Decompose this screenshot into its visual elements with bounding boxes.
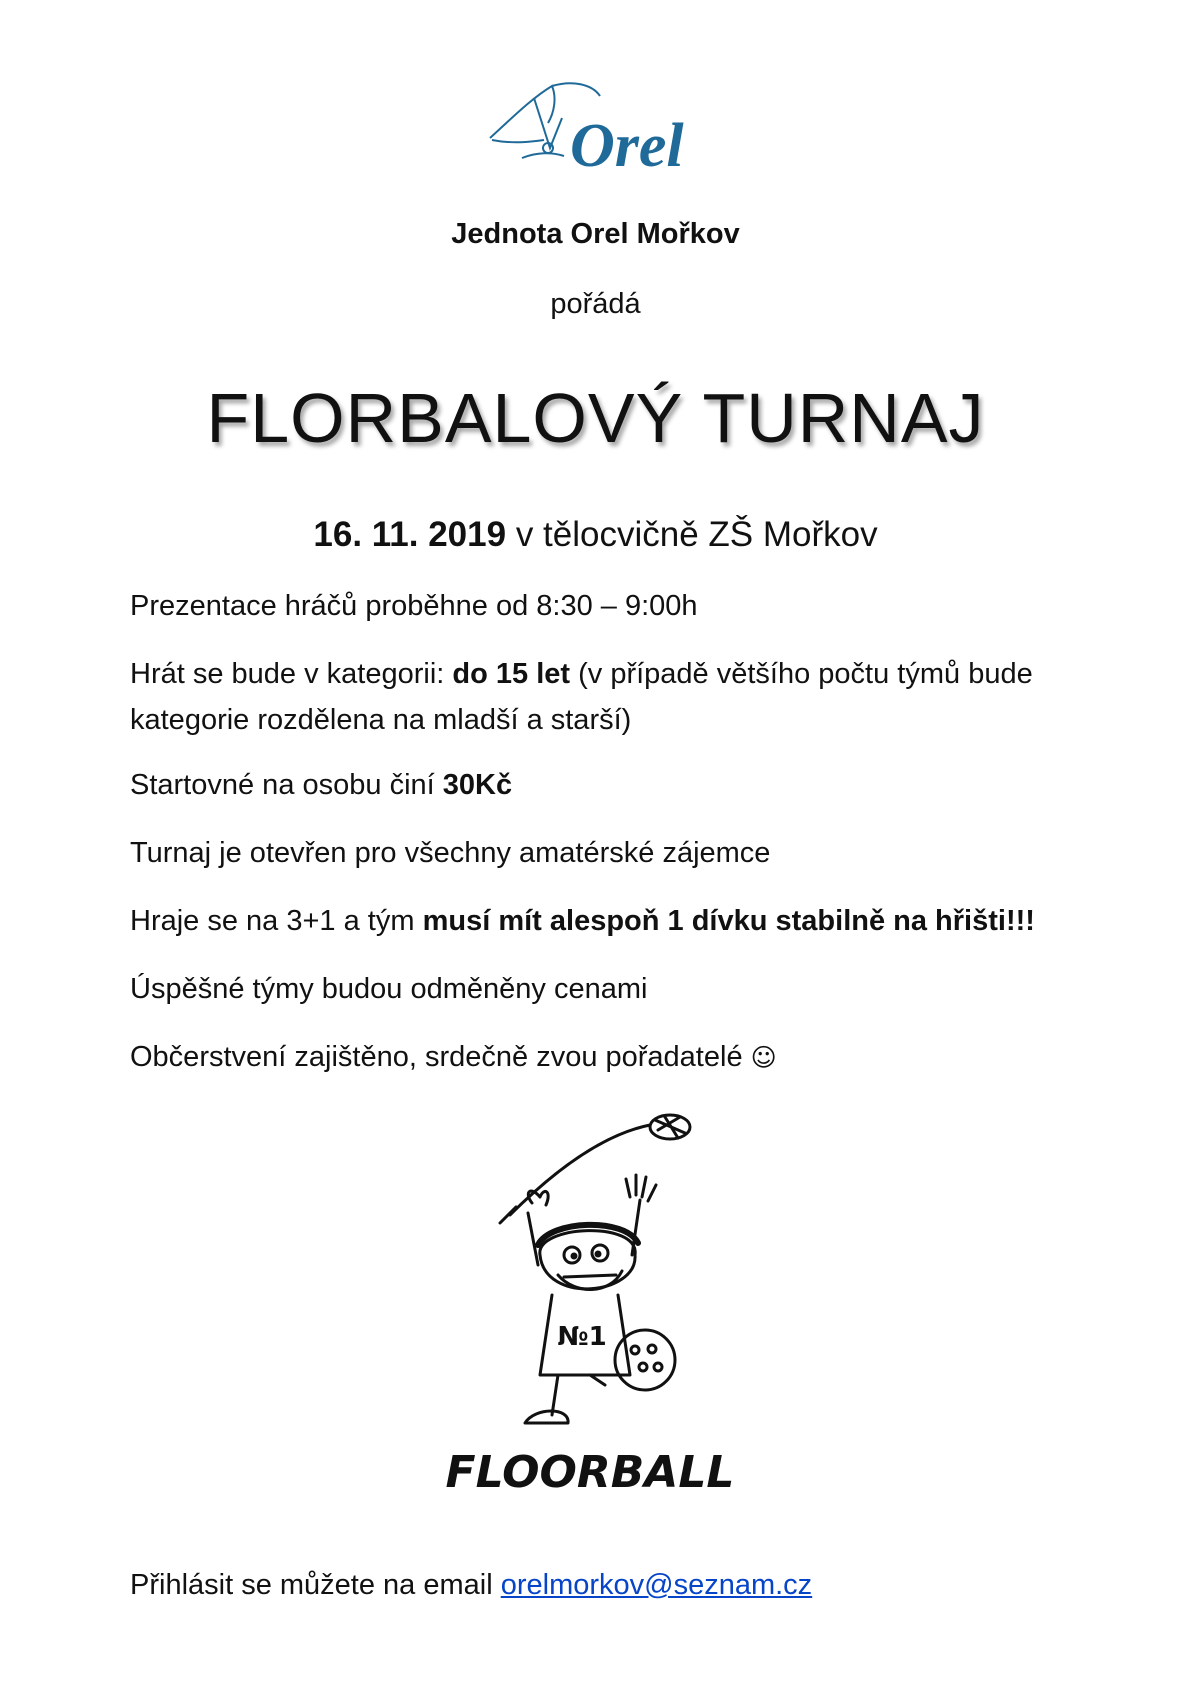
category-info bbox=[130, 651, 1120, 743]
game-rules bbox=[130, 898, 1120, 944]
entry-fee bbox=[130, 762, 1120, 808]
fee-amount: 30Kč bbox=[442, 769, 513, 801]
floorball-ball-icon bbox=[615, 1330, 675, 1390]
category-prefix: Hrát se bude v kategorii: bbox=[130, 658, 453, 690]
smiley-icon: ☺ bbox=[750, 1043, 777, 1072]
presentation-time: Prezentace hráčů proběhne od 8:30 – 9:00h bbox=[130, 590, 698, 622]
refreshments-text: Občerstvení zajištěno, srdečně zvou pořadatelé bbox=[130, 1041, 751, 1073]
floorball-caption: FLOORBALL bbox=[445, 1447, 735, 1498]
logo-text: Orel bbox=[570, 112, 684, 180]
organization-name: Jednota Orel Mořkov bbox=[451, 218, 740, 250]
player-head-icon bbox=[540, 1231, 635, 1289]
registration-prefix: Přihlásit se můžete na email bbox=[130, 1569, 501, 1601]
refreshments-info bbox=[130, 1034, 1120, 1081]
shirt-number: №1 bbox=[557, 1322, 607, 1352]
event-date: 16. 11. 2019 bbox=[313, 515, 507, 554]
category-age: do 15 let bbox=[452, 658, 571, 690]
category-note: (v případě většího počtu týmů bude kategorie rozdělena na mladší a starší) bbox=[130, 658, 1033, 736]
rules-prefix: Hraje se na 3+1 a tým bbox=[130, 905, 423, 937]
fee-prefix: Startovné na osobu činí bbox=[130, 769, 443, 801]
registration-line bbox=[130, 1562, 1120, 1608]
floorball-player-illustration bbox=[440, 1105, 760, 1505]
email-link[interactable]: orelmorkov@seznam.cz bbox=[500, 1569, 813, 1601]
organizes-label: pořádá bbox=[550, 288, 641, 320]
rules-requirement: musí mít alespoň 1 dívku stabilně na hřišti!!! bbox=[422, 905, 1035, 937]
open-to-all: Turnaj je otevřen pro všechny amatérské zájemce bbox=[130, 837, 771, 869]
event-location: v tělocvičně ZŠ Mořkov bbox=[506, 515, 878, 554]
page-title: FLORBALOVÝ TURNAJ bbox=[206, 379, 985, 457]
orel-logo bbox=[482, 78, 732, 186]
prizes-info: Úspěšné týmy budou odměněny cenami bbox=[130, 973, 648, 1005]
event-date-location bbox=[0, 515, 1191, 555]
